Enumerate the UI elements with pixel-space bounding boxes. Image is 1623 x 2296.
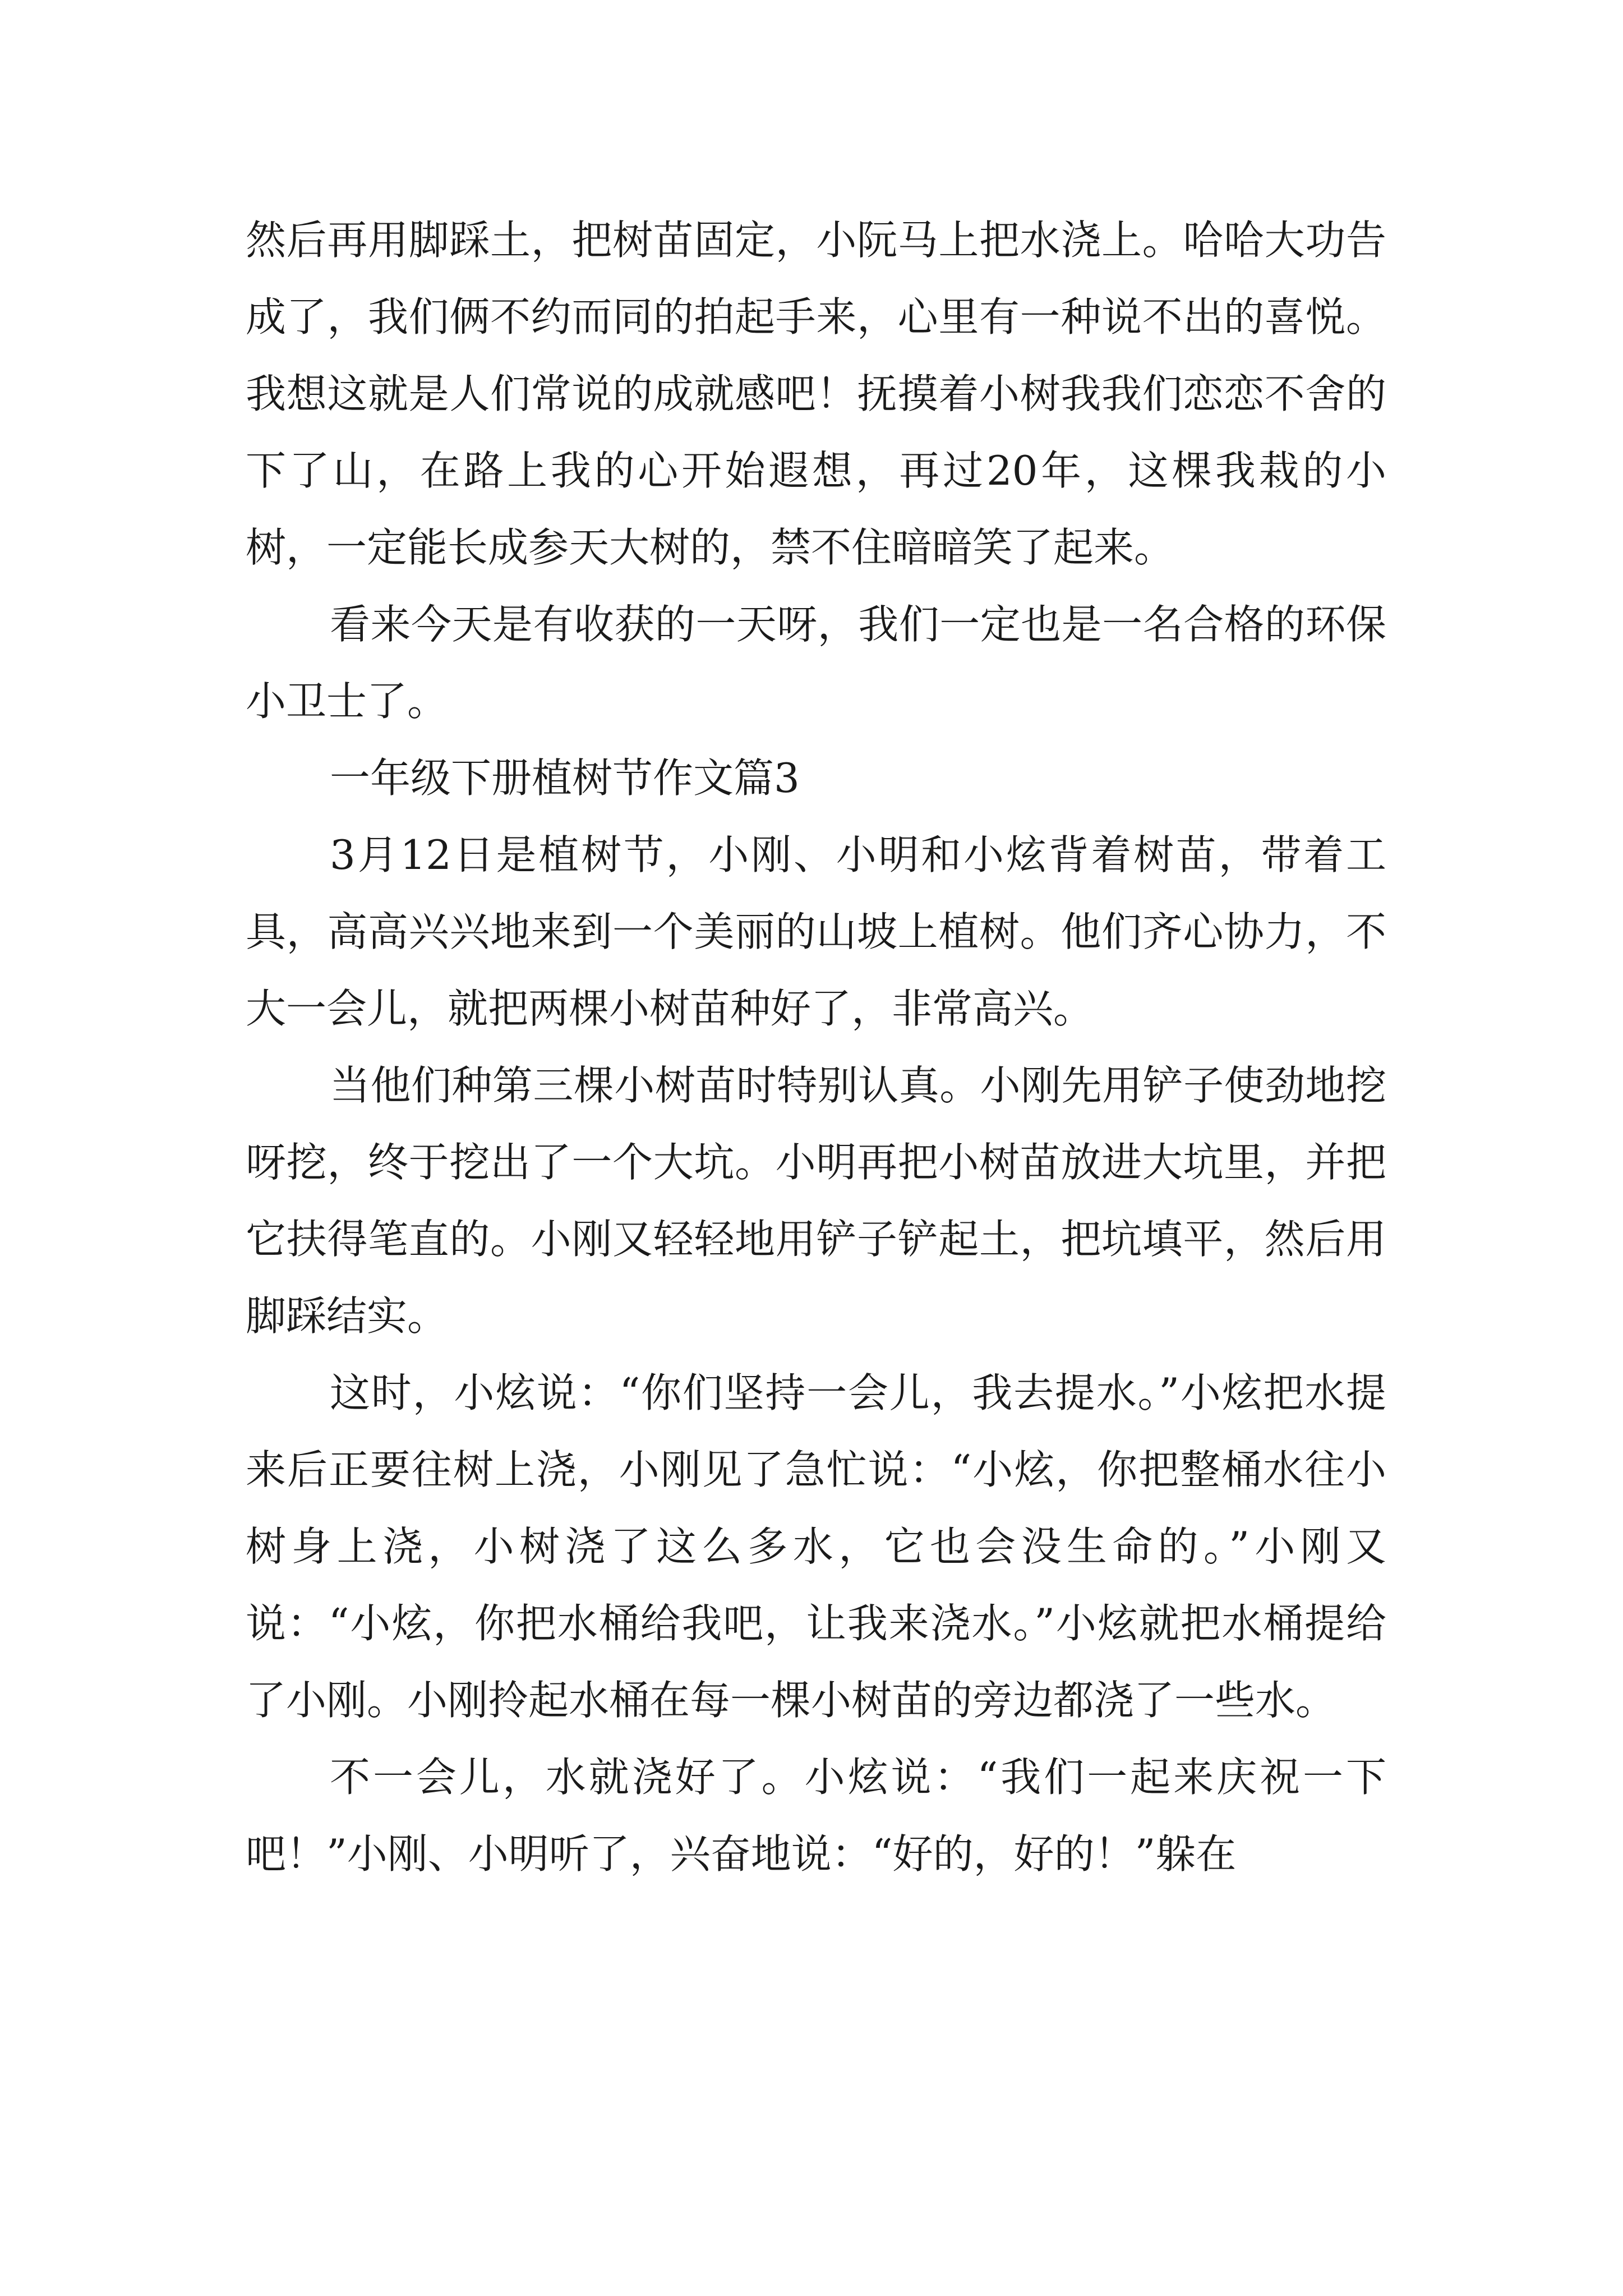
paragraph-arbor-day: 3月12日是植树节，小刚、小明和小炫背着树苗，带着工具，高高兴兴地来到一个美丽的山坡上植树。他们齐心协力，不大一会儿，就把两棵小树苗种好了，非常高兴。 — [246, 831, 1386, 1032]
paragraph-harvest: 看来今天是有收获的一天呀，我们一定也是一名合格的环保小卫士了。 — [246, 601, 1386, 725]
paragraph-watering: 这时，小炫说：“你们坚持一会儿，我去提水。”小炫把水提来后正要往树上浇，小刚见了急忙说：“小炫，你把整桶水往小树身上浇，小树浇了这么多水，它也会没生命的。”小刚又说：“小炫，你把水桶给我吧，让我来浇水。”小炫就把水桶提给了小刚。小刚拎起水桶在每一棵小树苗的旁边都浇了一些水。 — [246, 1369, 1386, 1724]
paragraph-third-tree: 当他们种第三棵小树苗时特别认真。小刚先用铲子使劲地挖呀挖，终于挖出了一个大坑。小明再把小树苗放进大坑里，并把它扶得笔直的。小刚又轻轻地用铲子铲起土，把坑填平，然后用脚踩结实。 — [246, 1062, 1386, 1340]
essay-section-heading: 一年级下册植树节作文篇3 — [330, 754, 800, 802]
paragraph-celebration: 不一会儿，水就浇好了。小炫说：“我们一起来庆祝一下吧！”小刚、小明听了，兴奋地说：“好的，好的！”躲在 — [246, 1754, 1386, 1878]
document-body — [246, 202, 1386, 1893]
paragraph-continuation: 然后再用脚踩土，把树苗固定，小阮马上把水浇上。哈哈大功告成了，我们俩不约而同的拍起手来，心里有一种说不出的喜悦。我想这就是人们常说的成就感吧！抚摸着小树我我们恋恋不舍的下了山，在路上我的心开始遐想，再过20年，这棵我栽的小树，一定能长成参天大树的，禁不住暗暗笑了起来。 — [246, 217, 1386, 571]
